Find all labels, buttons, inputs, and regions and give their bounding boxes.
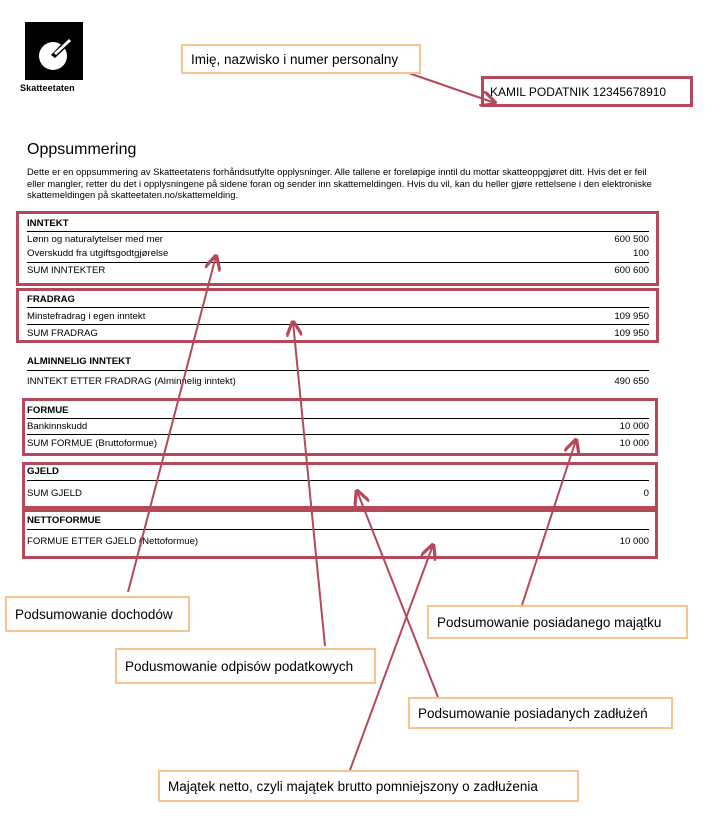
section-heading-alminnelig: ALMINNELIG INNTEKT [27,356,131,367]
section-heading-inntekt: INNTEKT [27,218,69,229]
callout-majatek: Podsumowanie posiadanego majątku [427,605,688,639]
sum-label: INNTEKT ETTER FRADRAG (Alminnelig inntekt) [27,376,236,387]
sum-value: 10 000 [619,536,649,547]
row-value: 100 [632,248,649,259]
row-label: Bankinnskudd [27,421,88,432]
logo-text: Skatteetaten [20,83,75,93]
callout-zadluzenia: Podsumowanie posiadanych zadłużeń [408,697,673,729]
sum-label: SUM FORMUE (Bruttoformue) [27,438,158,449]
intro-text: Dette er en oppsummering av Skatteetatens forhåndsutfylte opplysninger. Alle tallene er foreløpige inntil du mottar skatteoppgjøret ditt. Hvis det er feil eller mangler, retter du det i opplysningene på sidene foran og sender inn skattemeldingen. Hvis du vil, kan du heller gjøre rettelsene i den elektroniske skattemeldingen på skatteetaten.no/skattemelding. [27,166,652,200]
sum-value: 490 650 [614,376,649,387]
section-heading-nettoformue: NETTOFORMUE [27,515,101,526]
callout-netto: Majątek netto, czyli majątek brutto pomniejszony o zadłużenia [158,770,579,802]
sum-label: SUM GJELD [27,488,82,499]
row-value: 600 500 [614,234,649,245]
section-heading-formue: FORMUE [27,405,69,416]
sum-value: 0 [643,488,649,499]
taxpayer-name-value: KAMIL PODATNIK 12345678910 [490,84,667,99]
sum-label: SUM INNTEKTER [27,265,106,276]
arrow-odpisy [293,322,325,646]
row-value: 109 950 [614,311,649,322]
row-label: Overskudd fra utgiftsgodtgjørelse [27,248,169,259]
sum-label: FORMUE ETTER GJELD (Nettoformue) [27,536,199,547]
page-title: Oppsummering [27,141,137,158]
callout-dochody: Podsumowanie dochodów [5,596,190,632]
row-label: Lønn og naturalytelser med mer [27,234,163,245]
row-value: 10 000 [619,421,649,432]
arrow-majatek [522,440,576,605]
sum-value: 109 950 [614,328,649,339]
sum-label: SUM FRADRAG [27,328,98,339]
callout-name: Imię, nazwisko i numer personalny [181,44,421,74]
section-heading-gjeld: GJELD [27,466,59,477]
arrow-dochody [128,256,216,592]
sum-value: 600 600 [614,265,649,276]
callout-odpisy: Podusmowanie odpisów podatkowych [115,648,376,684]
section-heading-fradrag: FRADRAG [27,294,75,305]
arrow-name [400,70,495,103]
sum-value: 10 000 [619,438,649,449]
row-label: Minstefradrag i egen inntekt [27,311,146,322]
